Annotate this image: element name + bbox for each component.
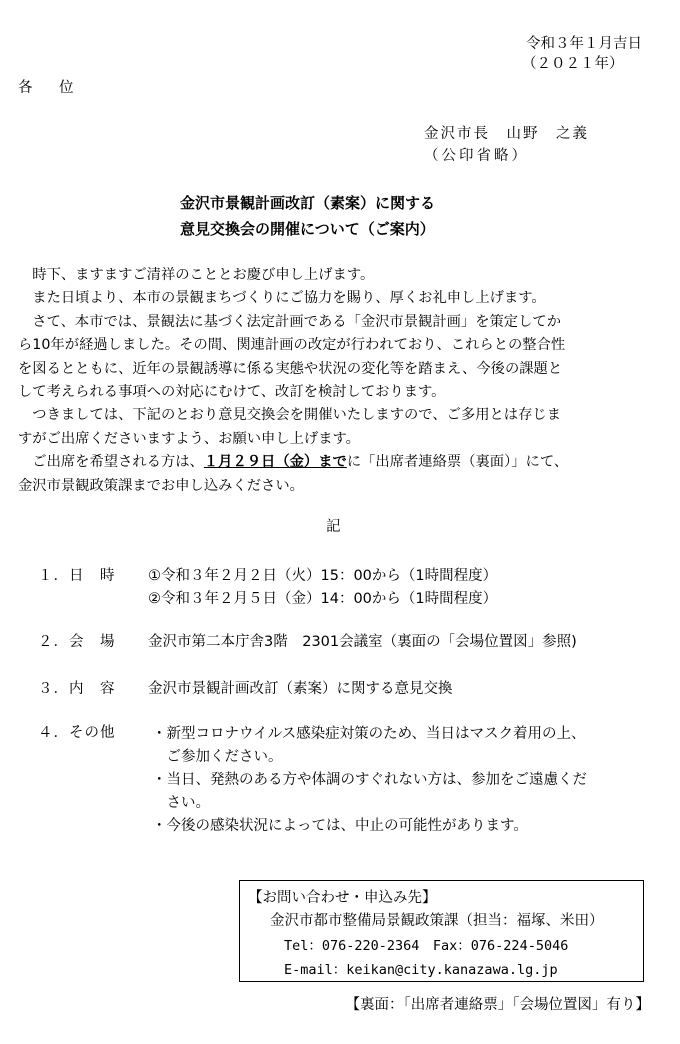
bullet-mask-1: ・新型コロナウイルス感染症対策のため、当日はマスク着用の上、 [152, 726, 586, 742]
ki-heading: 記 [326, 519, 341, 535]
body-text [18, 264, 663, 498]
sender-name: 金沢市長 山野 之義 [424, 126, 589, 142]
document-title-line1: 金沢市景観計画改訂（素案）に関する [180, 194, 436, 212]
issue-year: （２０２１年） [522, 56, 624, 72]
contact-box [239, 880, 644, 982]
bullet-mask-2: ご参加ください。 [152, 749, 283, 765]
paragraph-invite-1: つきましては、下記のとおり意見交換会を開催いたしますので、ご多用とは存じま [18, 407, 561, 424]
item-other-label: ４．その他 [38, 725, 116, 741]
paragraph-greeting: 時下、ますますご清祥のこととお慶び申し上げます。 [18, 267, 375, 283]
item-venue-value: 金沢市第二本庁舎3階 2301会議室（裏面の「会場位置図」参照) [148, 634, 577, 650]
seal-omitted: （公印省略） [424, 148, 529, 164]
apply-deadline: １月２９日（金）まで [203, 454, 347, 471]
apply-suffix: に「出席者連絡票（裏面）」にて、 [346, 454, 569, 471]
paragraph-apply-2: 金沢市景観政策課までお申し込みください。 [18, 477, 304, 494]
item-datetime-value-2: ②令和３年２月５日（金）14：00から（1時間程度） [148, 591, 498, 607]
bullet-fever-2: さい。 [152, 795, 210, 811]
item-venue-label: ２．会 場 [38, 634, 116, 650]
contact-heading: 【お問い合わせ・申込み先】 [248, 890, 437, 906]
document-title-line2: 意見交換会の開催について（ご案内） [180, 220, 435, 238]
paragraph-apply-1 [18, 451, 663, 474]
item-other-bullets [152, 723, 587, 838]
contact-phone-fax: Tel：076-220-2364 Fax：076-224-5046 [284, 938, 569, 954]
paragraph-background-3: を図るとともに、近年の景観誘導に係る実態や状況の変化等を踏まえ、今後の課題と [18, 360, 563, 377]
paragraph-thanks: また日頃より、本市の景観まちづくりにご協力を賜り、厚くお礼申し上げます。 [18, 290, 546, 307]
contact-email: E-mail：keikan@city.kanazawa.lg.jp [284, 962, 558, 978]
addressee: 各 位 [18, 80, 80, 96]
contact-department: 金沢市都市整備局景観政策課（担当：福塚、米田） [270, 913, 604, 929]
paragraph-invite-2: すがご出席くださいますよう、お願い申し上げます。 [18, 430, 360, 447]
apply-prefix: ご出席を希望される方は、 [18, 454, 204, 471]
item-content-label: ３．内 容 [38, 681, 116, 697]
item-content-value: 金沢市景観計画改訂（素案）に関する意見交換 [148, 681, 453, 697]
paragraph-background-4: して考えられる事項への対応にむけて、改訂を検討しております。 [18, 384, 446, 401]
paragraph-background-1: さて、本市では、景観法に基づく法定計画である「金沢市景観計画」を策定してか [18, 313, 561, 330]
item-datetime-value-1: ①令和３年２月２日（火）15：00から（1時間程度） [148, 568, 498, 584]
bullet-cancel: ・今後の感染状況によっては、中止の可能性があります。 [152, 818, 528, 834]
paragraph-background-2: ら10年が経過しました。その間、関連計画の改定が行われており、これらとの整合性 [18, 337, 566, 354]
issue-date: 令和３年１月吉日 [526, 36, 642, 52]
reverse-side-note: 【裏面：「出席者連絡票」「会場位置図」有り】 [345, 997, 650, 1013]
item-datetime-label: １．日 時 [38, 568, 116, 584]
bullet-fever-1: ・当日、発熱のある方や体調のすぐれない方は、参加をご遠慮くだ [152, 772, 587, 788]
